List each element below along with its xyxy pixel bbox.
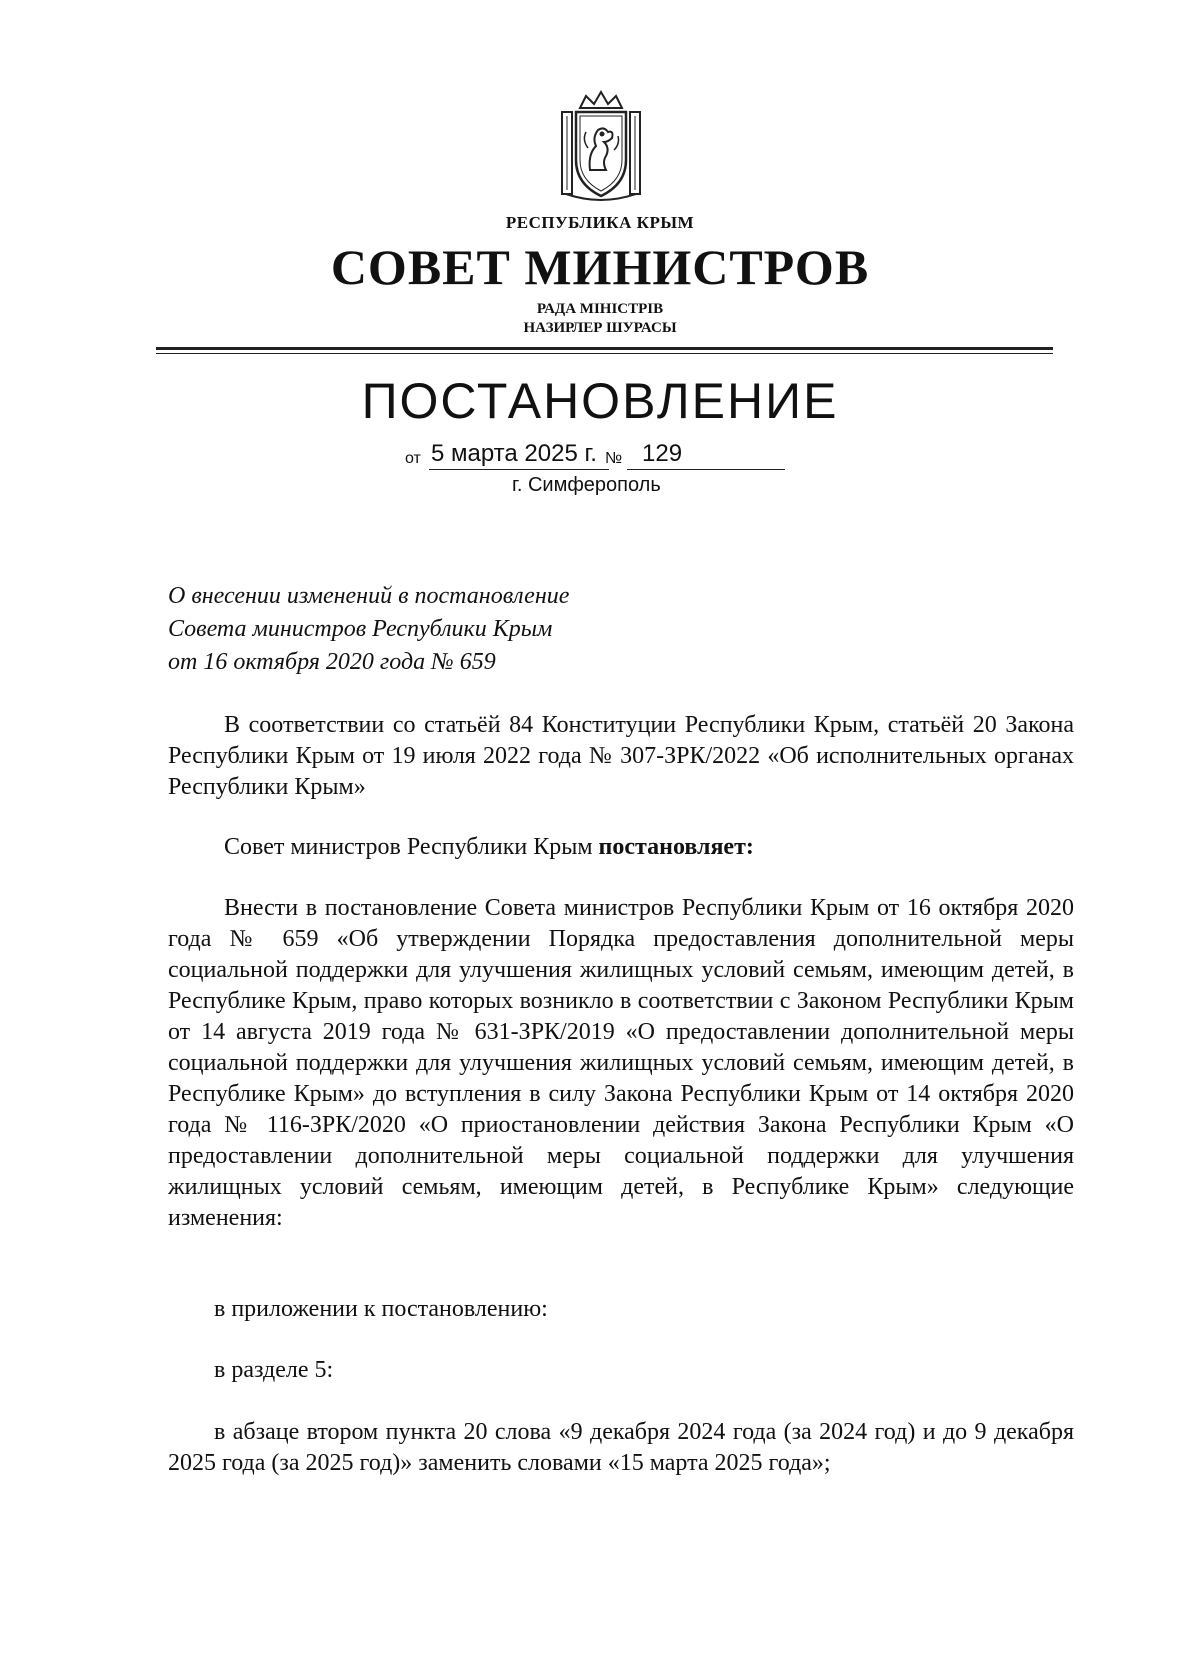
date-prefix: от — [405, 450, 421, 467]
subject-line-1: О внесении изменений в постановление — [168, 583, 570, 609]
body-paragraph-amendment — [168, 893, 1074, 1234]
crimea-coat-of-arms-icon — [560, 90, 642, 202]
decree-subject — [168, 580, 768, 679]
number-underline — [627, 469, 785, 470]
letterhead-rule-thin — [156, 353, 1053, 354]
date-underline — [429, 469, 609, 470]
body-paragraph-basis — [168, 710, 1074, 803]
subject-line-3: от 16 октября 2020 года № 659 — [168, 649, 496, 675]
decree-title: ПОСТАНОВЛЕНИЕ — [361, 373, 839, 429]
council-heading: СОВЕТ МИНИСТРОВ — [330, 239, 870, 295]
paragraph-text: Внести в постановление Совета министров Республики Крым от 16 октября 2020 года № 659 «Об утверждении Порядка предоставления дополнительной меры социальной поддержки для улучшения жилищных условий семьям, имеющим детей, в Республике Крым, право которых возникло в соответствии с Законом Республики Крым от 14 августа 2019 года № 631-ЗРК/2019 «О предоставлении дополнительной меры социальной поддержки для улучшения жилищных условий семьям, имеющим детей, в Республике Крым» до вступления в силу Закона Республики Крым от 14 октября 2020 года № 116-ЗРК/2020 «О приостановлении действия Закона Республики Крым «О предоставлении дополнительной меры социальной поддержки для улучшения жилищных условий семьям, имеющим детей, в Республике Крым» следующие изменения: — [168, 895, 1074, 1231]
body-paragraph-resolution — [168, 832, 1074, 863]
decree-dateline — [405, 436, 805, 470]
council-heading-crimean-tatar: НАЗИРЛЕР ШУРАСЫ — [523, 320, 677, 336]
resolution-keyword: постановляет: — [598, 834, 754, 860]
letterhead-rule-thick — [156, 347, 1053, 350]
decree-city: г. Симферополь — [512, 474, 661, 496]
paragraph-text: в абзаце втором пункта 20 слова «9 декабря 2024 года (за 2024 год) и до 9 декабря 2025 года (за 2025 год)» заменить словами «15 марта 2025 года»; — [168, 1419, 1074, 1476]
decree-date: 5 марта 2025 г. — [431, 440, 597, 467]
subject-line-2: Совета министров Республики Крым — [168, 616, 553, 642]
paragraph-text: в приложении к постановлению: — [214, 1296, 548, 1322]
decree-number: 129 — [642, 440, 683, 467]
number-prefix: № — [605, 450, 623, 467]
resolution-text: Совет министров Республики Крым — [224, 834, 599, 860]
paragraph-text: В соответствии со статьёй 84 Конституции Республики Крым, статьёй 20 Закона Республики Крым от 19 июля 2022 года № 307-ЗРК/2022 «Об исполнительных органах Республики Крым» — [168, 712, 1074, 800]
paragraph-text: в разделе 5: — [214, 1357, 334, 1383]
body-paragraph-change — [168, 1417, 1074, 1479]
body-paragraph-section — [168, 1355, 1074, 1386]
council-heading-translations — [0, 300, 1200, 338]
council-heading-ukrainian: РАДА МІНІСТРІВ — [536, 301, 664, 317]
republic-heading: РЕСПУБЛИКА КРЫМ — [505, 213, 695, 232]
body-paragraph-appendix — [168, 1294, 1074, 1325]
